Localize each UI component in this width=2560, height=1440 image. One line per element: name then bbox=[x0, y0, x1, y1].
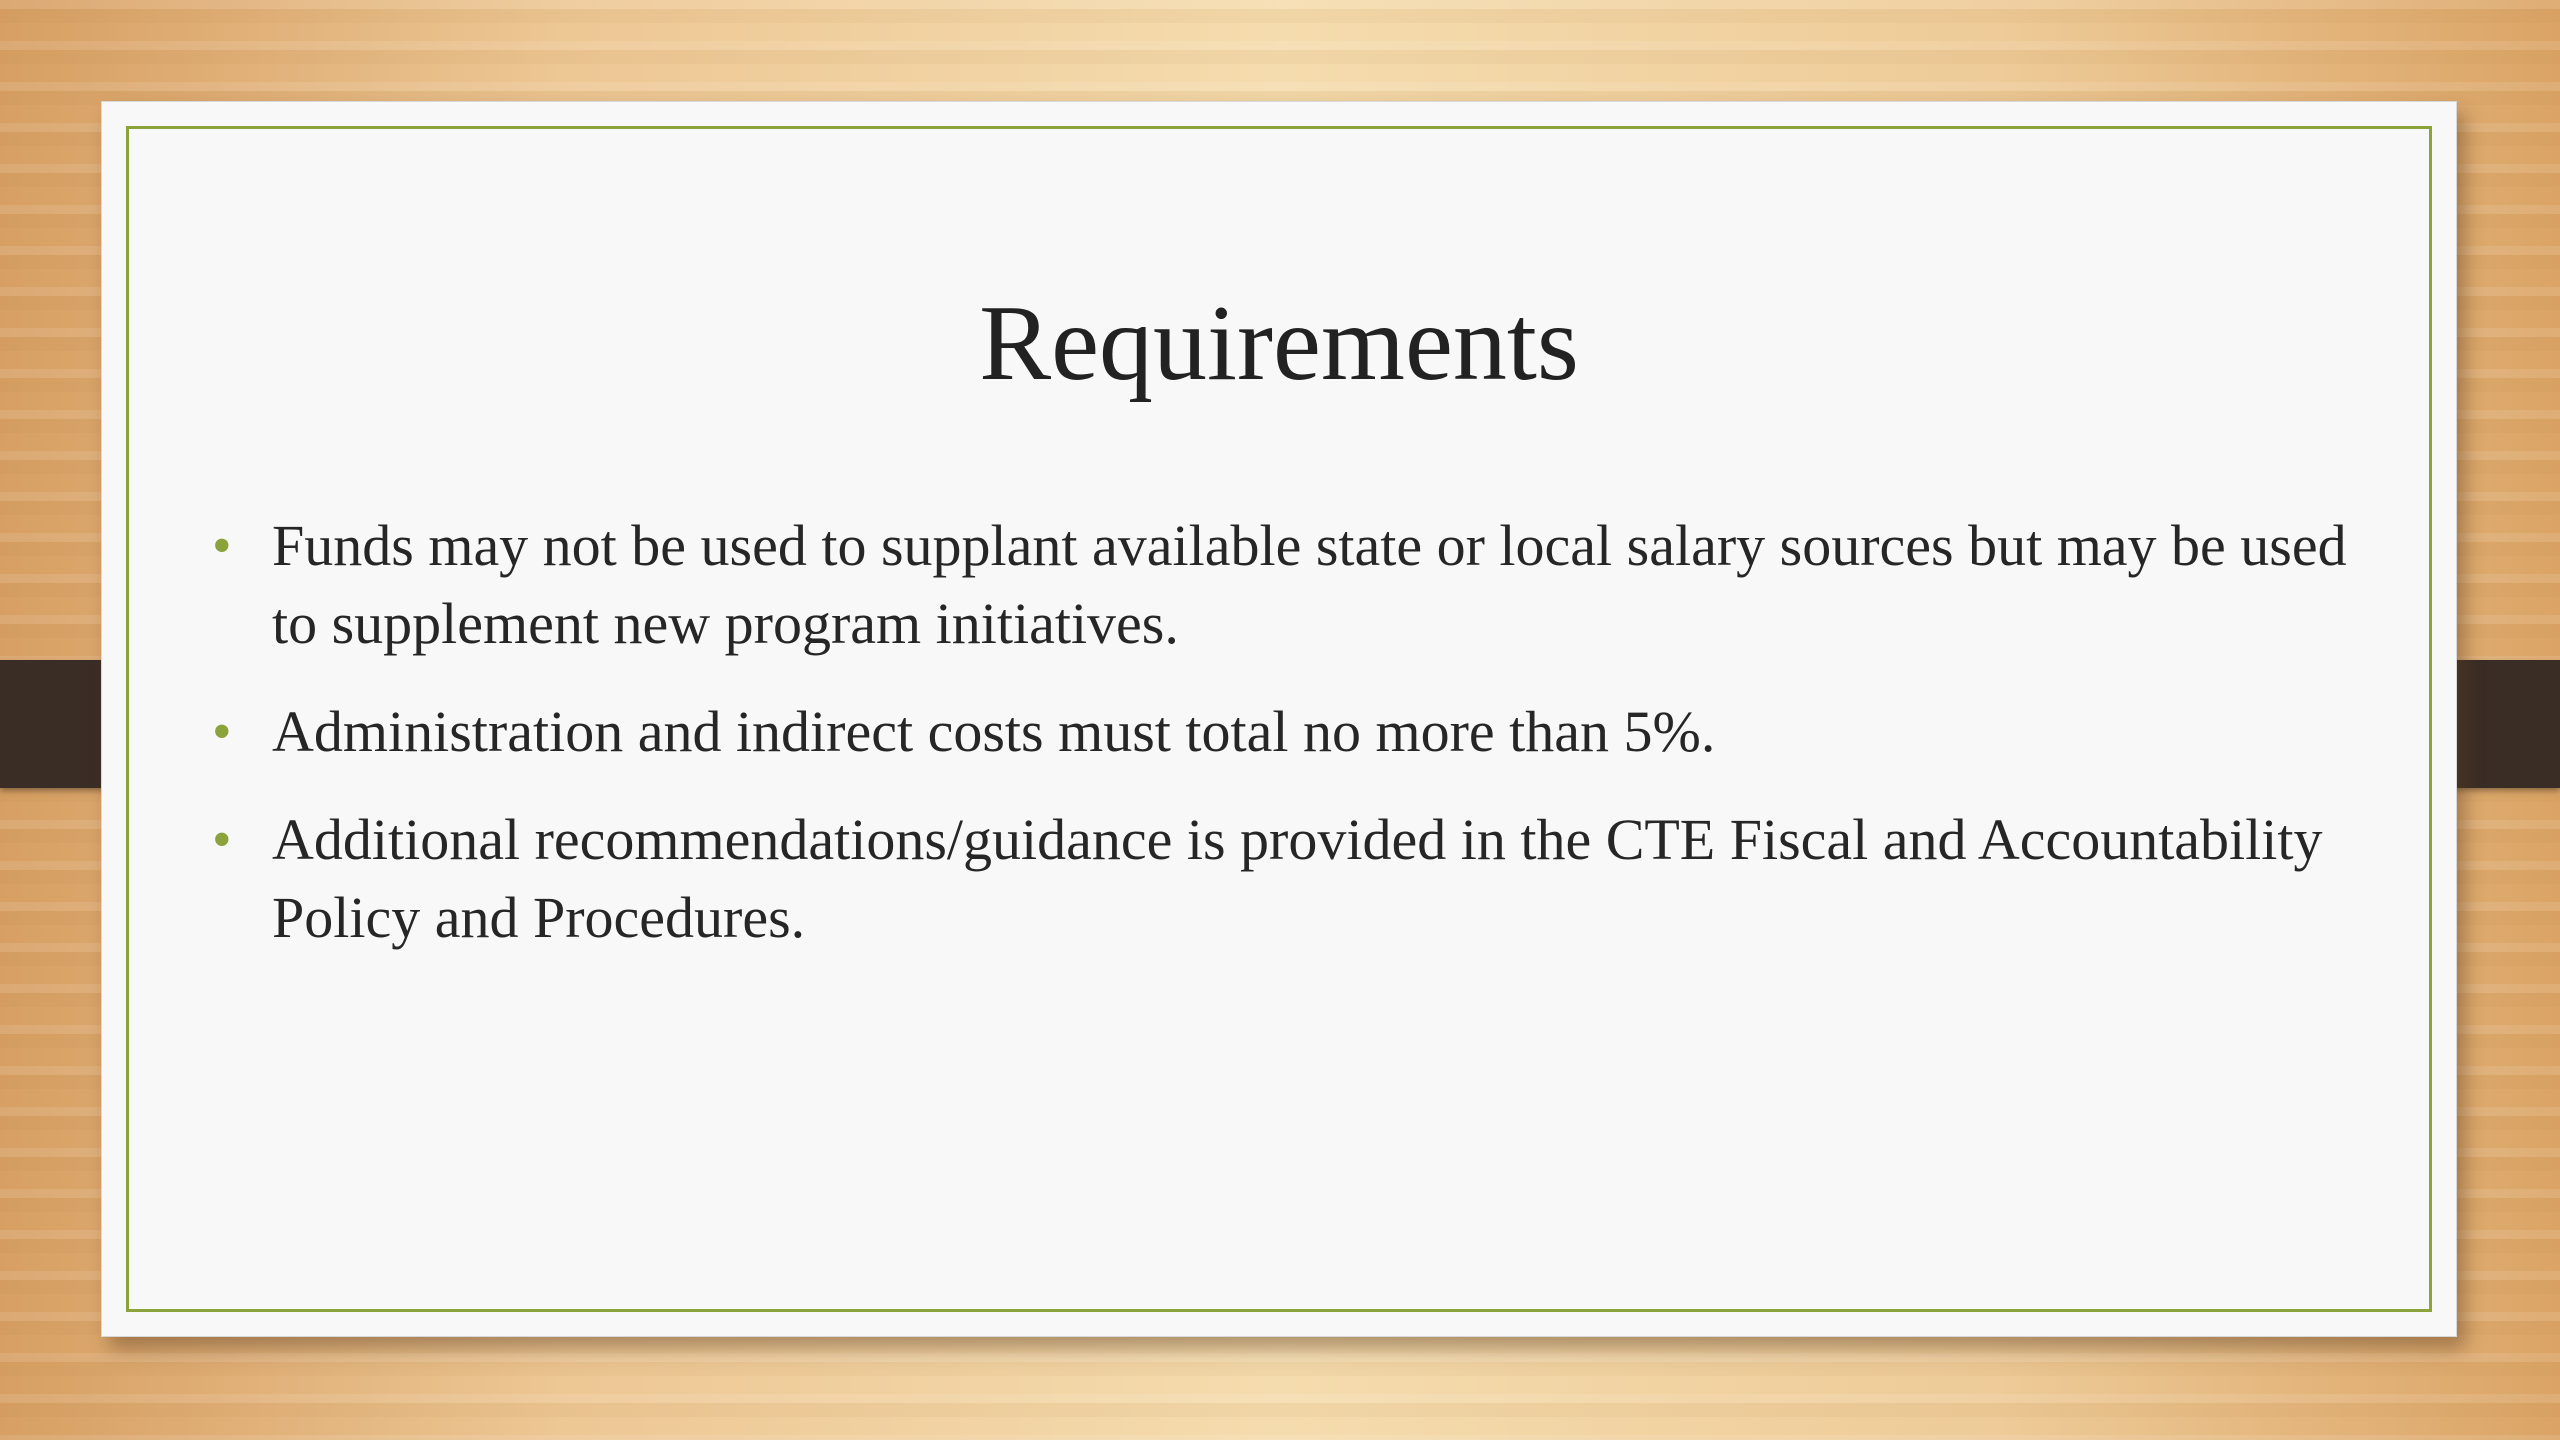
bullet-icon: • bbox=[212, 701, 232, 763]
bullet-item bbox=[212, 801, 2362, 957]
bullet-text: Additional recommendations/guidance is provided in the CTE Fiscal and Accountability Policy and Procedures. bbox=[272, 807, 2323, 950]
bullet-item bbox=[212, 693, 2362, 771]
slide-card bbox=[101, 101, 2457, 1337]
slide-title: Requirements bbox=[979, 284, 1579, 403]
bullet-text: Administration and indirect costs must total no more than 5%. bbox=[272, 699, 1716, 764]
bullet-icon: • bbox=[212, 809, 232, 871]
bullet-list bbox=[212, 507, 2362, 987]
bullet-item bbox=[212, 507, 2362, 663]
bullet-icon: • bbox=[212, 515, 232, 577]
bullet-text: Funds may not be used to supplant available state or local salary sources but may be used to supplement new program initiatives. bbox=[272, 513, 2347, 656]
